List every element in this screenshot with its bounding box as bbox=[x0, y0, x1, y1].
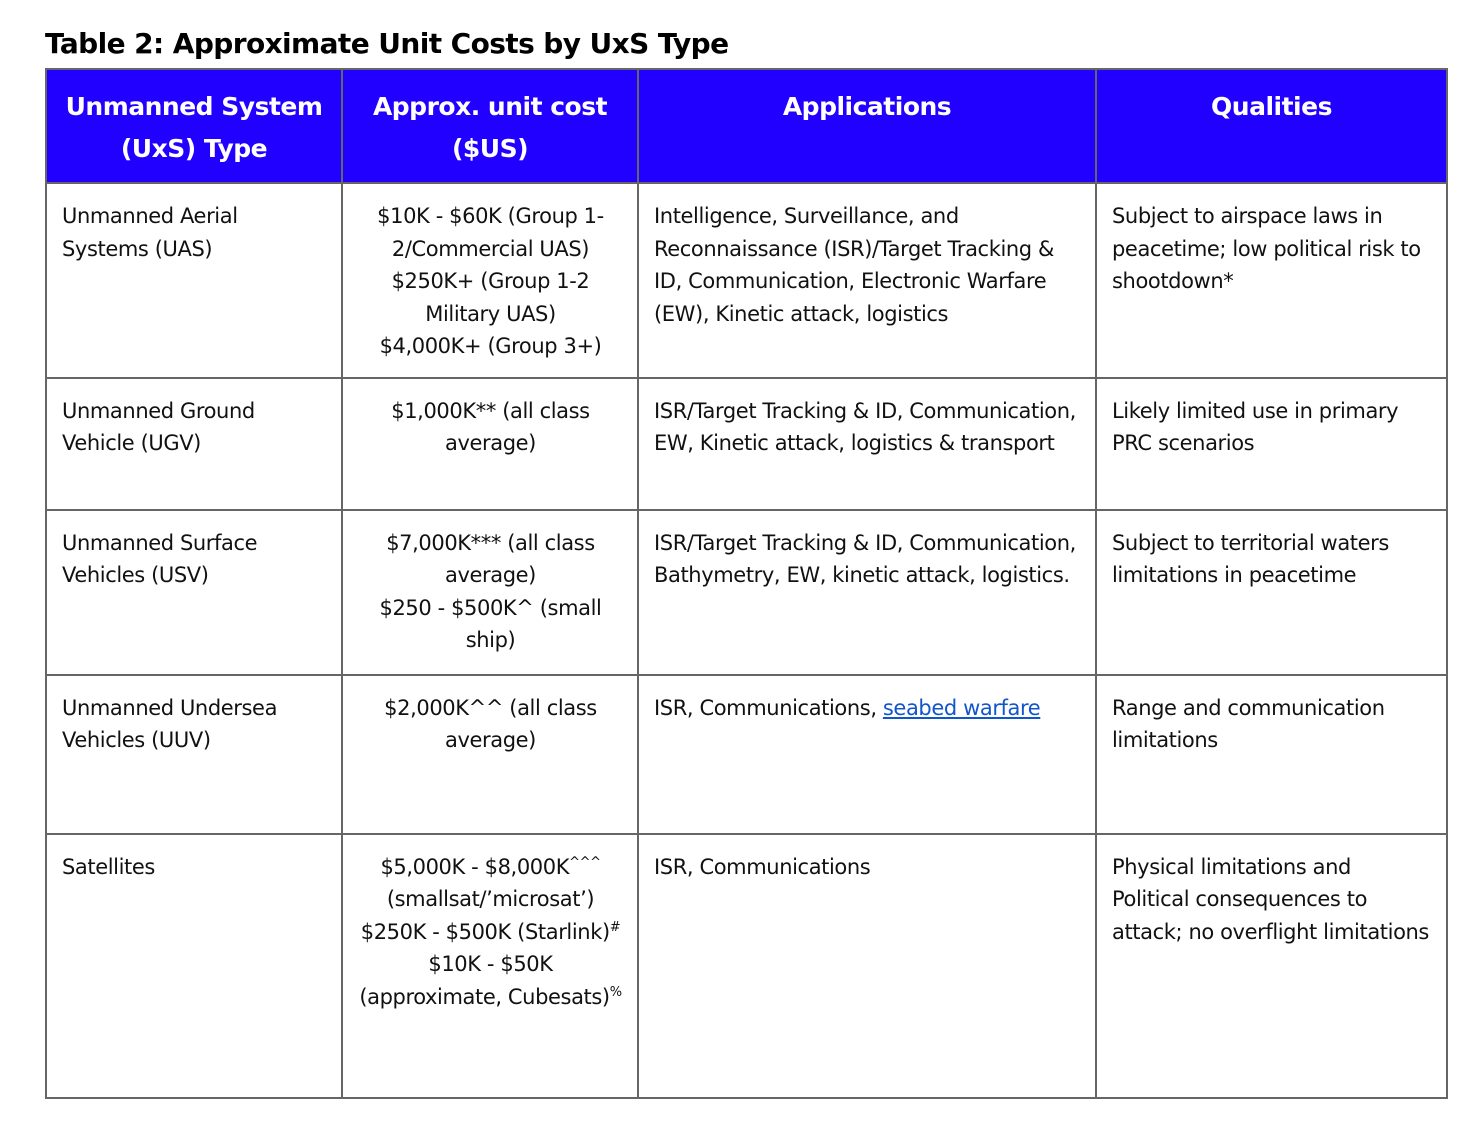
applications-text: ISR, Communications, bbox=[654, 695, 883, 720]
cell-qualities: Subject to airspace laws in peacetime; low political risk to shootdown* bbox=[1096, 183, 1447, 378]
footnote-marker: % bbox=[609, 984, 622, 1000]
table-row-satellites bbox=[46, 834, 1447, 1098]
cell-qualities: Physical limitations and Political consequences to attack; no overflight limitations bbox=[1096, 834, 1447, 1098]
cell-qualities: Range and communication limitations bbox=[1096, 675, 1447, 834]
footnote-marker: # bbox=[609, 919, 621, 935]
cell-type: Unmanned Surface Vehicles (USV) bbox=[46, 510, 342, 675]
cost-line: $2,000K^^ (all class average) bbox=[384, 695, 597, 752]
cost-line bbox=[358, 948, 623, 1013]
header-unit-cost: Approx. unit cost ($US) bbox=[342, 69, 638, 183]
cell-cost bbox=[342, 510, 638, 675]
cell-applications: ISR/Target Tracking & ID, Communication, EW, Kinetic attack, logistics & transport bbox=[638, 378, 1096, 510]
cost-text: $10K - $50K (approximate, Cubesats) bbox=[359, 952, 610, 1009]
cell-applications: Intelligence, Surveillance, and Reconnaissance (ISR)/Target Tracking & ID, Communication, Electronic Warfare (EW), Kinetic attack, logistics bbox=[638, 183, 1096, 378]
cost-line: $250 - $500K^ (small ship) bbox=[379, 595, 602, 652]
cost-text: $5,000K - $8,000K bbox=[380, 854, 570, 879]
cost-line: $7,000K*** (all class average) bbox=[386, 530, 595, 587]
cell-cost bbox=[342, 183, 638, 378]
cell-type: Satellites bbox=[46, 834, 342, 1098]
cost-line bbox=[358, 916, 623, 949]
table-row-uuv bbox=[46, 675, 1447, 834]
cost-line bbox=[358, 851, 623, 884]
table-row-usv bbox=[46, 510, 1447, 675]
cell-applications: ISR, Communications bbox=[638, 834, 1096, 1098]
uxs-cost-table bbox=[45, 68, 1448, 1099]
table-header-row bbox=[46, 69, 1447, 183]
cell-applications bbox=[638, 675, 1096, 834]
cost-line: (smallsat/’microsat’) bbox=[386, 887, 595, 911]
cell-cost bbox=[342, 834, 638, 1098]
cell-type: Unmanned Aerial Systems (UAS) bbox=[46, 183, 342, 378]
table-row-ugv bbox=[46, 378, 1447, 510]
cost-line: $4,000K+ (Group 3+) bbox=[379, 334, 602, 358]
cell-applications: ISR/Target Tracking & ID, Communication, Bathymetry, EW, kinetic attack, logistics. bbox=[638, 510, 1096, 675]
cell-type: Unmanned Ground Vehicle (UGV) bbox=[46, 378, 342, 510]
footnote-marker: ^^^ bbox=[569, 854, 601, 870]
header-uxs-type: Unmanned System (UxS) Type bbox=[46, 69, 342, 183]
cell-type: Unmanned Undersea Vehicles (UUV) bbox=[46, 675, 342, 834]
table-row-uas bbox=[46, 183, 1447, 378]
cost-text: $250K - $500K (Starlink) bbox=[360, 919, 610, 944]
header-qualities: Qualities bbox=[1096, 69, 1447, 183]
header-applications: Applications bbox=[638, 69, 1096, 183]
cost-line: $250K+ (Group 1-2 Military UAS) bbox=[391, 269, 590, 326]
cost-line: $1,000K** (all class average) bbox=[391, 398, 590, 455]
table-caption: Table 2: Approximate Unit Costs by UxS Type bbox=[45, 27, 729, 60]
cell-cost bbox=[342, 378, 638, 510]
cell-cost bbox=[342, 675, 638, 834]
cell-qualities: Likely limited use in primary PRC scenarios bbox=[1096, 378, 1447, 510]
seabed-warfare-link[interactable]: seabed warfare bbox=[882, 695, 1041, 720]
cost-line: $10K - $60K (Group 1-2/Commercial UAS) bbox=[377, 204, 604, 261]
cell-qualities: Subject to territorial waters limitations in peacetime bbox=[1096, 510, 1447, 675]
